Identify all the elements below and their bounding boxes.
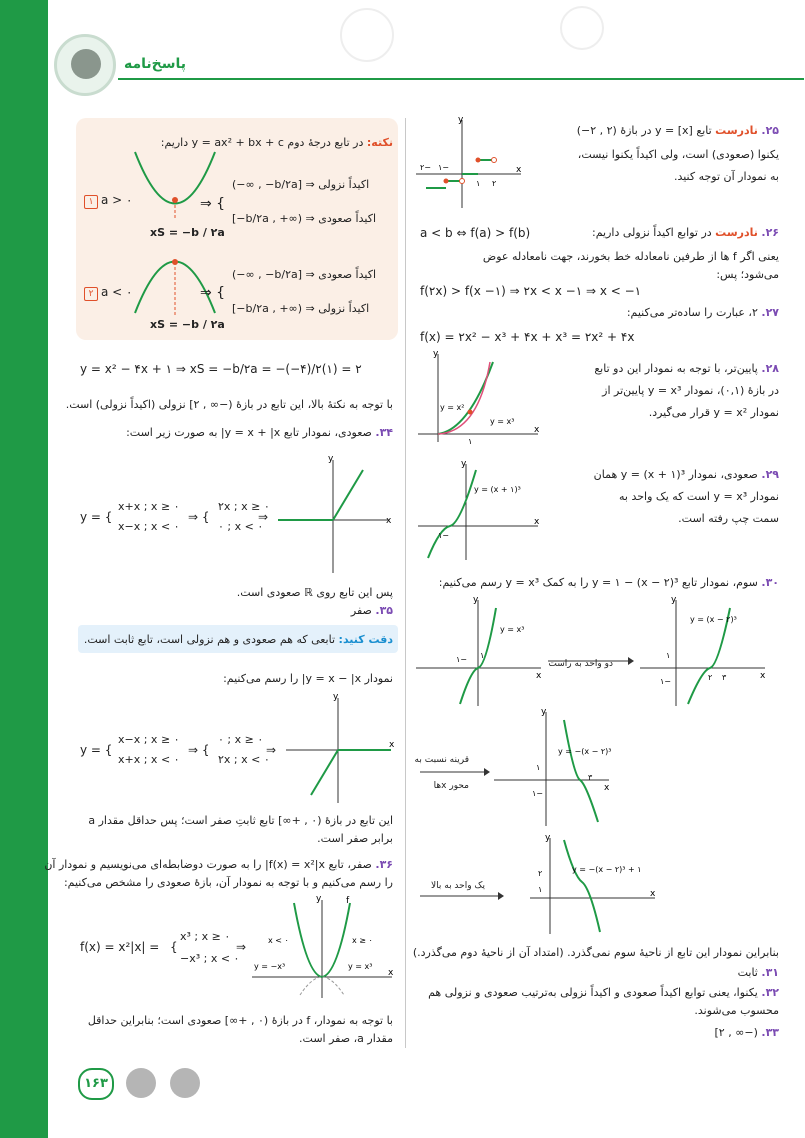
g30d-t2: ۲ [538,869,543,878]
arrow-reflect-label-a: قرینه نسبت به [414,755,469,765]
g30d-x: x [650,889,656,899]
g30c-x: x [604,783,610,793]
graph-q29 [418,459,543,562]
q36-line [44,856,393,873]
g25-tn1: ۱− [438,163,449,172]
q30-number: ۳۰. [761,576,779,589]
g30b-t1: ۱ [666,651,671,660]
g30c-eq: y = −(x − ۲)³ [558,747,612,756]
q36-text-b: را رسم می‌کنیم و با توجه به نمودار آن، بازهٔ صعودی را مشخص می‌کنیم: [63,876,393,889]
piece2-row-b: x+x ; x < ۰ [118,753,180,766]
g29-x: x [534,517,540,527]
note-case2-row2: [−b/۲a , +∞) ⇒ اکیداً نزولی [232,302,370,315]
g30b-t3: ۳ [722,673,727,682]
g28-cube: y = x³ [490,417,515,426]
q31-line [738,964,779,981]
q29-text-a: صعودی، نمودار y = (x + ۱)³ همان [593,468,758,481]
note-parabola-down [130,245,220,315]
graph-q30-d [530,833,660,936]
q34-line [126,424,393,441]
g30b-y: y [671,595,677,605]
note-heading [161,134,393,151]
g25-x: x [516,165,522,175]
graph-q25 [416,115,526,210]
header-rule [118,78,804,80]
q26-answer: نادرست [715,226,758,239]
q29-text-b: نمودار y = x³ است که یک واحد به [618,490,779,503]
g25-t1: ۱ [476,179,481,188]
q27-number: ۲۷. [761,306,779,319]
q25-text-a: تابع y = [x] در بازهٔ (۲ , ۲−) [576,124,712,137]
g36-lt0: x < ۰ [268,936,289,945]
g25-y: y [458,115,464,125]
note-case1-xs: xS = −b / ۲a [150,226,225,239]
g34-y: y [328,454,334,464]
footer-dot-1 [126,1068,156,1098]
tip-text: تابعی که هم صعودی و هم نزولی است، تابع ثابت است. [83,633,336,646]
g30a-y: y [473,595,479,605]
g30b-tn1: ۱− [660,677,671,686]
left-paragraph-4a: این تابع در بازهٔ (۰ , +∞] تابع ثابتِ صفر است؛ پس حداقل مقدار a [88,814,393,827]
arrow-shift-up-label: یک واحد به بالا [431,881,485,891]
q33-text: (−∞ , ۲] [714,1026,758,1039]
g36-neg-cube: y = −x³ [254,962,286,971]
g30a-tn1: ۱− [456,655,467,664]
q32-number: ۳۲. [761,986,779,999]
g29-eq: y = (x + ۱)³ [474,485,521,494]
piece1-row-c: ۲x ; x ≥ ۰ [218,500,270,513]
note-case1-badge: ۱ [84,195,98,209]
left-paragraph-3: نمودار y = x − |x| را رسم می‌کنیم: [223,672,393,685]
graph-q30-c [494,707,614,828]
note-case2-label: a < ۰ [101,285,133,299]
q26-equation: a < b ⇔ f(a) > f(b) [420,226,531,240]
q26-number: ۲۶. [761,226,779,239]
piece2-row-a: x−x ; x ≥ ۰ [118,733,180,746]
g30b-x: x [760,671,766,681]
q35-line [351,602,393,619]
graph-q35 [286,692,396,805]
note-case1-arrow: ⇒ { [200,196,226,212]
q26-text-a: در توابع اکیداً نزولی داریم: [591,226,712,239]
g29-y: y [461,459,467,469]
g28-y: y [433,349,439,359]
note-case1-label: a > ۰ [101,193,133,207]
graph-q30-a [416,595,546,708]
q26-line [592,224,779,241]
q28-text-c: نمودار y = x² قرار می‌گیرد. [648,406,779,419]
graph-q28 [418,349,543,446]
q28-text-a: پایین‌تر، با توجه به نمودار این دو تابع [594,362,758,375]
g25-t2: ۲ [492,179,497,188]
note-tag: نکته: [366,136,393,149]
q33-number: ۳۳. [761,1026,779,1039]
g30c-t1: ۱ [536,763,541,772]
note-text: در تابع درجهٔ دوم y = ax² + bx + c داریم: [160,136,364,149]
side-color-bar [0,0,48,1138]
q30-text: سوم، نمودار تابع y = ۱ − (x − ۲)³ را به کمک y = x³ رسم می‌کنیم: [438,576,758,589]
tip-tag: دقت کنید: [338,633,393,646]
q29-line [594,466,779,483]
q25-text-c: به نمودار آن توجه کنید. [673,170,779,183]
decor-target-icon [340,8,394,62]
g30d-t1: ۱ [538,885,543,894]
q27-equation: f(x) = ۲x² − x³ + ۴x + x³ = ۲x² + ۴x [420,330,635,344]
g35-y: y [333,692,339,702]
left-paragraph-2: پس این تابع روی ℝ صعودی است. [236,586,393,599]
piece2-row-c: ۰ ; x ≥ ۰ [218,733,264,746]
page-title: پاسخ‌نامه [124,56,187,72]
g34-x: x [386,516,392,526]
q31-number: ۳۱. [761,966,779,979]
piece2-row-d: ۲x ; x < ۰ [218,753,270,766]
footer-dot-2 [170,1068,200,1098]
q32-text-a: یکنوا، یعنی توابع اکیداً صعودی و اکیداً نزولی به‌ترتیب صعودی و نزولی هم [428,986,758,999]
note-case2-arrow: ⇒ { [200,285,226,301]
g30a-eq: y = x³ [500,625,525,634]
q28-line [594,360,779,377]
q29-number: ۲۹. [761,468,779,481]
q27-text: ۲، عبارت را ساده‌تر می‌کنیم: [626,306,758,319]
piece3-brace: { [170,940,178,954]
q25-text-b: یکنوا (صعودی) است، ولی اکیداً یکنوا نیست، [577,148,779,161]
q30-line [439,574,779,591]
q33-line [714,1024,779,1041]
q29-text-c: سمت چپ رفته است. [678,512,779,525]
arrow-reflect-label-b: محور xها [433,781,469,791]
g30d-eq: y = −(x − ۲)³ + ۱ [572,865,642,874]
g36-ge0: x ≥ ۰ [352,936,373,945]
right-conclusion: بنابراین نمودار این تابع از ناحیهٔ سوم نمی‌گذرد. (امتداد آن از ناحیهٔ دوم می‌گذرد.) [412,946,779,959]
piece2-lhs: y = { [80,743,113,757]
note-case2-row1: (−∞ , −b/۲a] ⇒ اکیداً صعودی [232,268,376,281]
tip-line [84,631,393,648]
piece1-arrow: ⇒ { [188,510,210,524]
publisher-logo [54,34,116,96]
g35-x: x [389,740,395,750]
left-paragraph-1: با توجه به نکتهٔ بالا، این تابع در بازهٔ (−∞ , ۲] نزولی (اکیداً نزولی) است. [65,398,393,411]
q34-number: ۳۴. [375,426,393,439]
q25-line [577,122,779,139]
g28-t1: ۱ [468,437,473,446]
q35-text: صفر [350,604,372,617]
left-paragraph-4b: برابر صفر است. [317,832,393,845]
q27-line [627,304,779,321]
q25-number: ۲۵. [761,124,779,137]
column-divider [405,118,406,1048]
page-number: ۱۶۳ [78,1068,114,1100]
q34-text: صعودی، نمودار تابع y = x + |x| به صورت زیر است: [126,426,372,439]
piece1-row-a: x+x ; x ≥ ۰ [118,500,180,513]
graph-q34 [278,455,393,575]
note-case1-row1: (−∞ , −b/۲a] ⇒ اکیداً نزولی [232,178,370,191]
g30b-t2: ۲ [708,673,713,682]
piece3-row-b: −x³ ; x < ۰ [180,952,240,965]
graph-q36 [252,895,397,1000]
g30c-t3: ۳ [588,773,593,782]
g29-tn1: ۱− [438,531,449,540]
q36-number: ۳۶. [375,858,393,871]
note-case1-row2: [−b/۲a , +∞) ⇒ اکیداً صعودی [232,212,376,225]
g36-y: y [316,894,322,904]
g25-tn2: ۲− [420,163,431,172]
g36-x: x [388,968,394,978]
piece1-row-b: x−x ; x < ۰ [118,520,180,533]
g36-pos-cube: y = x³ [348,962,373,971]
piece1-arrow-2: ⇒ [258,510,269,524]
g36-f: f [346,896,350,906]
decor-circle-icon [560,6,604,50]
q26-equation-2: f(۲x) > f(x −۱) ⇒ ۲x < x −۱ ⇒ x < −۱ [420,284,642,298]
piece3-lhs: f(x) = x²|x| = [80,940,160,954]
q36-text-a: صفر، تابع f(x) = x²|x| را به صورت دوضابطه‌ای می‌نویسیم و نمودار آن [44,858,372,871]
piece3-row-a: x³ ; x ≥ ۰ [180,930,231,943]
g30a-t1: ۱ [480,651,485,660]
q26-text-c: می‌شود؛ پس: [716,268,779,281]
piece2-arrow: ⇒ { [188,743,210,757]
left-paragraph-5a: با توجه به نمودار، f در بازهٔ (۰ , +∞] صعودی است؛ بنابراین حداقل [87,1014,393,1027]
left-paragraph-5b: مقدار a، صفر است. [299,1032,393,1045]
piece1-lhs: y = { [80,510,113,524]
g30c-tn1: ۱− [532,789,543,798]
piece1-row-d: ۰ ; x < ۰ [218,520,264,533]
g30b-eq: y = (x − ۲)³ [690,615,737,624]
note-case2-badge: ۲ [84,287,98,301]
q26-text-b: یعنی اگر f ها از طرفین نامعادله خط بخورند، جهت نامعادله عوض [482,250,779,263]
piece2-arrow-2: ⇒ [266,743,277,757]
g28-sq: y = x² [440,403,465,412]
g30a-x: x [536,671,542,681]
q28-number: ۲۸. [761,362,779,375]
vertex-equation: y = x² − ۴x + ۱ ⇒ xS = −b/۲a = −(−۴)/۲(۱) = ۲ [80,362,362,376]
q32-text-b: محسوب می‌شوند. [694,1004,779,1017]
g30d-y: y [545,833,551,843]
q35-number: ۳۵. [375,604,393,617]
q32-line [428,984,779,1001]
g30c-y: y [541,707,547,717]
g28-x: x [534,425,540,435]
arrow-shift-right-label: دو واحد به راست [548,659,613,669]
graph-q30-b [640,595,770,708]
piece3-arrow: ⇒ [236,940,247,954]
q31-text: ثابت [737,966,758,979]
note-case2-xs: xS = −b / ۲a [150,318,225,331]
q25-answer: نادرست [715,124,758,137]
q28-text-b: در بازهٔ (۰,۱)، نمودار y = x³ پایین‌تر از [602,384,779,397]
